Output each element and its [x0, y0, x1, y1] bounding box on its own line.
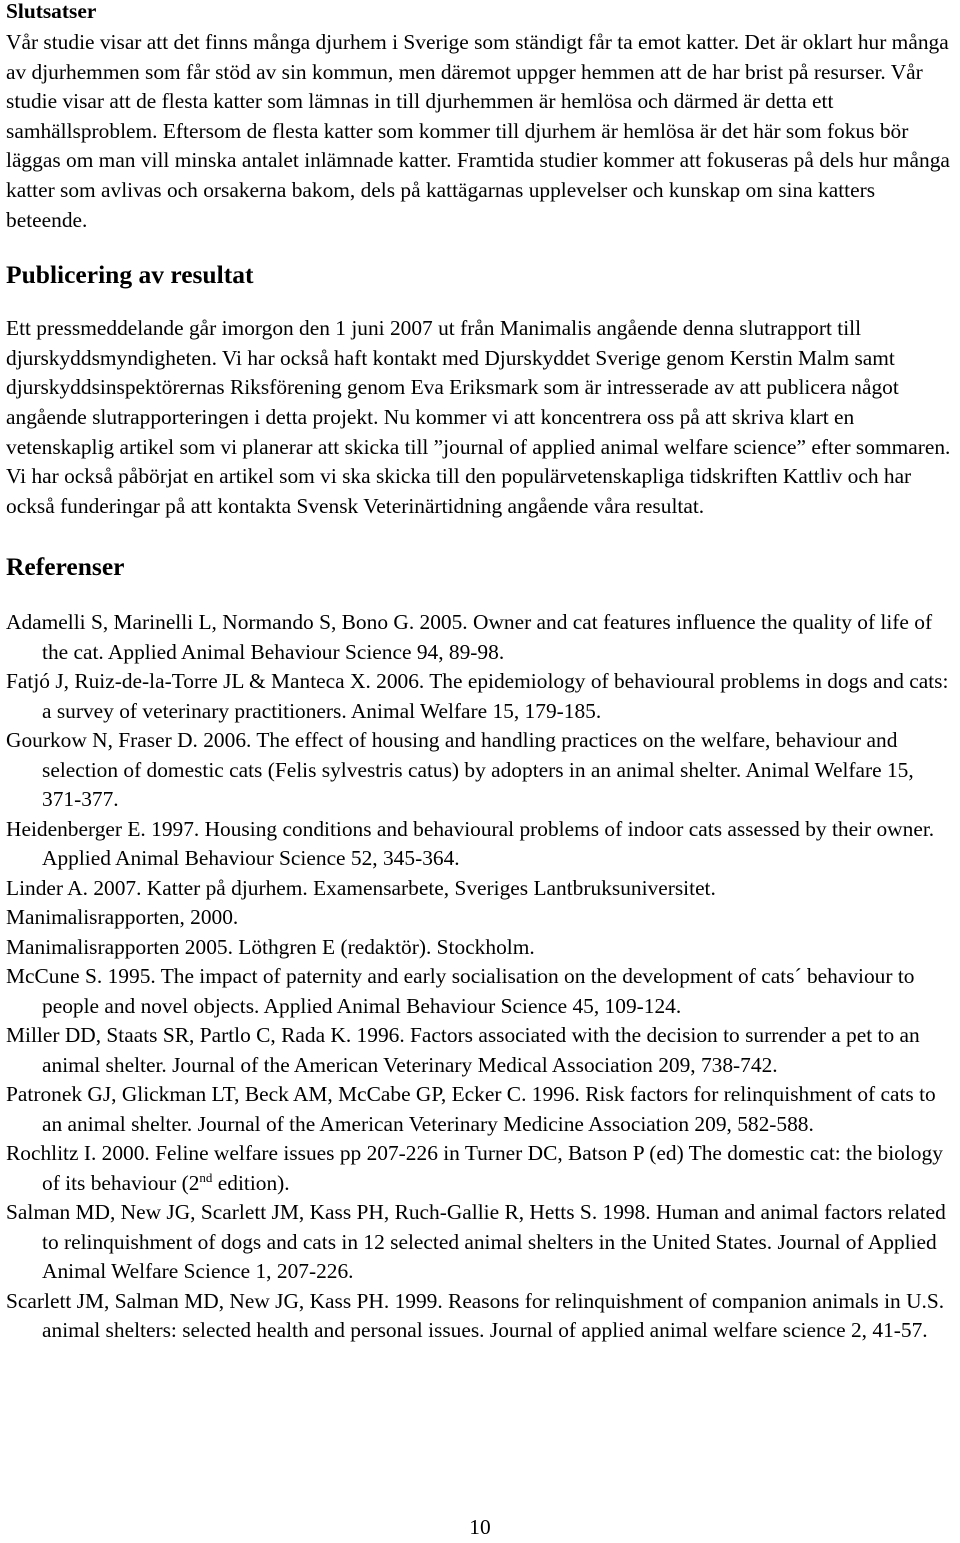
reference-item: Miller DD, Staats SR, Partlo C, Rada K. 1996. Factors associated with the decision to surrender a pet to an animal shelter. Journal of the American Veterinary Medical Association 209, 738-742. — [6, 1023, 920, 1077]
reference-item: Linder A. 2007. Katter på djurhem. Examensarbete, Sveriges Lantbruksuniversitet. — [6, 875, 716, 900]
ordinal-superscript: nd — [199, 1169, 213, 1185]
reference-text: edition). — [212, 1170, 290, 1195]
section-heading-slutsatser: Slutsatser — [6, 0, 97, 23]
reference-item: Patronek GJ, Glickman LT, Beck AM, McCabe GP, Ecker C. 1996. Risk factors for relinquishment of cats to an animal shelter. Journal of the American Veterinary Medicine Association 209, 582-588. — [6, 1082, 936, 1136]
section-heading-referenser: Referenser — [6, 552, 125, 582]
reference-item: Adamelli S, Marinelli L, Normando S, Bono G. 2005. Owner and cat features influence the quality of life of the cat. Applied Animal Behaviour Science 94, 89-98. — [6, 610, 933, 664]
reference-item: Manimalisrapporten 2005. Löthgren E (redaktör). Stockholm. — [6, 934, 535, 959]
reference-item: McCune S. 1995. The impact of paternity and early socialisation on the development of cats´ behaviour to people and novel objects. Applied Animal Behaviour Science 45, 109-124. — [6, 964, 915, 1018]
reference-item: Fatjó J, Ruiz-de-la-Torre JL & Manteca X. 2006. The epidemiology of behavioural problems in dogs and cats: a survey of veterinary practitioners. Animal Welfare 15, 179-185. — [6, 669, 949, 723]
reference-item: Heidenberger E. 1997. Housing conditions and behavioural problems of indoor cats assessed by their owner. Applied Animal Behaviour Science 52, 345-364. — [6, 816, 935, 871]
paragraph-slutsatser: Vår studie visar att det finns många djurhem i Sverige som ständigt får ta emot katter. Det är oklart hur många av djurhemmen som får stöd av sin kommun, men däremot uppger hemmen att de har brist på resurser. Vår studie visar att de flesta katter som lämnas in till djurhemmen är hemlösa och därmed är detta ett samhällsproblem. Eftersom de flesta katter som kommer till djurhem är hemlösa är det här som fokus bör läggas om man vill minska antalet inlämnade katter. Framtida studier kommer att fokuseras på dels hur många katter som avlivas och orsakerna bakom, dels på kattägarnas upplevelser och kunskap om sina katters beteende. — [6, 30, 950, 232]
reference-item-rochlitz — [6, 1139, 956, 1198]
section-heading-publicering: Publicering av resultat — [6, 260, 254, 290]
reference-item: Manimalisrapporten, 2000. — [6, 905, 239, 930]
document-page — [6, 0, 956, 1346]
reference-item: Scarlett JM, Salman MD, New JG, Kass PH. 1999. Reasons for relinquishment of companion animals in U.S. animal shelters: selected health and personal issues. Journal of applied animal welfare science 2, 41-57. — [6, 1288, 945, 1343]
paragraph-publicering: Ett pressmeddelande går imorgon den 1 juni 2007 ut från Manimalis angående denna slutrapport till djurskyddsmyndigheten. Vi har också haft kontakt med Djurskyddet Sverige genom Kerstin Malm samt djurskyddsinspektörernas Riksförening genom Eva Eriksmark som är intresserade av att publicera något angående slutrapporteringen i detta projekt. Nu kommer vi att koncentrera oss på att skriva klart en vetenskaplig artikel som vi planerar att skicka till ”journal of applied animal welfare science” efter sommaren. Vi har också påbörjat en artikel som vi ska skicka till den populärvetenskapliga tidskriften Kattliv och har också funderingar på att kontakta Svensk Veterinärtidning angående våra resultat. — [6, 316, 951, 518]
reference-item: Gourkow N, Fraser D. 2006. The effect of housing and handling practices on the welfare, behaviour and selection of domestic cats (Felis sylvestris catus) by adopters in an animal shelter. Animal Welfare 15, 371-377. — [6, 728, 914, 812]
reference-list — [6, 608, 956, 1346]
page-number: 10 — [469, 1515, 491, 1539]
reference-text: Rochlitz I. 2000. Feline welfare issues pp 207-226 in Turner DC, Batson P (ed) The domestic cat: the biology of its behaviour (2 — [6, 1141, 943, 1195]
reference-item: Salman MD, New JG, Scarlett JM, Kass PH, Ruch-Gallie R, Hetts S. 1998. Human and animal factors related to relinquishment of dogs and cats in 12 selected animal shelters in the United States. Journal of Applied Animal Welfare Science 1, 207-226. — [6, 1200, 946, 1284]
